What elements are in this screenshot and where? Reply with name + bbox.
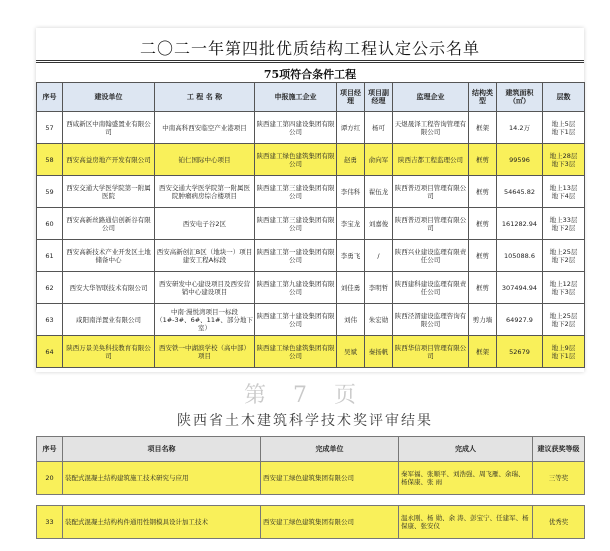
cell-area: 64927.9 xyxy=(497,304,543,336)
header-cell: 完成人 xyxy=(399,437,533,462)
cell-pm: 李勇飞 xyxy=(337,240,365,272)
cell-supervisor: 天煜晟泽工程咨询管理有限公司 xyxy=(393,112,469,144)
cell-structure: 框剪 xyxy=(469,176,497,208)
title-divider xyxy=(36,60,584,61)
cell-no: 57 xyxy=(37,112,63,144)
cell-name: 中南高科西安临空产业港项目 xyxy=(155,112,255,144)
cell-name: 装配式混凝土结构建筑施工技术研究与应用 xyxy=(63,462,261,495)
cell-floors: 地上25层 地下2层 xyxy=(543,304,585,336)
cell-floors: 地上5层 地下1层 xyxy=(543,112,585,144)
cell-supervisor: 陕西普迈项目管理有限公司 xyxy=(393,208,469,240)
cell-area: 99596 xyxy=(497,144,543,176)
cell-floors: 地上13层 地下4层 xyxy=(543,176,585,208)
header-cell: 项目名称 xyxy=(63,437,261,462)
cell-owner: 西安大华智联技术有限公司 xyxy=(63,272,155,304)
cell-structure: 框架 xyxy=(469,336,497,368)
table-row xyxy=(37,462,585,495)
cell-floors: 地上28层 地下3层 xyxy=(543,144,585,176)
cell-supervisor: 陕西兴业建设监理有限责任公司 xyxy=(393,240,469,272)
document-subtitle: 75项符合条件工程 xyxy=(263,68,357,81)
cell-contractor: 陕西建工第三建设集团有限公司 xyxy=(255,176,337,208)
header-cell: 项目经理 xyxy=(337,83,365,112)
table-row xyxy=(37,144,585,176)
award-results-table xyxy=(36,436,585,539)
spacer-cell xyxy=(37,495,585,506)
cell-unit: 西安建工绿色建筑集团有限公司 xyxy=(261,506,399,539)
cell-contractor: 陕西建工绿色建筑集团有限公司 xyxy=(255,336,337,368)
cell-pm: 吴斌 xyxy=(337,336,365,368)
cell-owner: 西安高新丝路通信创新谷有限公司 xyxy=(63,208,155,240)
cell-owner: 咸阳南洋置业有限公司 xyxy=(63,304,155,336)
cell-no: 33 xyxy=(37,506,63,539)
certification-document-page xyxy=(36,28,584,372)
cell-contractor: 陕西建工第一建设集团有限公司 xyxy=(255,240,337,272)
table-row xyxy=(37,506,585,539)
cell-deputy: 李明哲 xyxy=(365,272,393,304)
cell-deputy: 俞向军 xyxy=(365,144,393,176)
cell-deputy: 朱宏勋 xyxy=(365,304,393,336)
cell-name: 装配式混凝土结构构件通用性钢模具设计加工技术 xyxy=(63,506,261,539)
cell-area: 54645.82 xyxy=(497,176,543,208)
cell-pm: 谭方红 xyxy=(337,112,365,144)
cell-deputy: 杨可 xyxy=(365,112,393,144)
page-number-watermark: 第 7 页 xyxy=(244,383,366,408)
cell-area: 105088.6 xyxy=(497,240,543,272)
header-cell: 项目副经理 xyxy=(365,83,393,112)
cell-deputy: 刘嘉俊 xyxy=(365,208,393,240)
header-cell: 序号 xyxy=(37,83,63,112)
cell-supervisor: 陕西华信项目管理有限公司 xyxy=(393,336,469,368)
header-cell: 层数 xyxy=(543,83,585,112)
cell-level: 优秀奖 xyxy=(533,506,585,539)
cell-contractor: 陕西建工第四建设集团有限公司 xyxy=(255,112,337,144)
cell-name: 西安交通大学医学院第一附属医院肿瘤病房综合楼项目 xyxy=(155,176,255,208)
table-row xyxy=(37,112,585,144)
cell-owner: 西安交通大学医学院第一附属医院 xyxy=(63,176,155,208)
cell-name: 西安电子谷2区 xyxy=(155,208,255,240)
cell-area: 14.2万 xyxy=(497,112,543,144)
cell-structure: 剪力墙 xyxy=(469,304,497,336)
cell-no: 62 xyxy=(37,272,63,304)
header-cell: 申报施工企业 xyxy=(255,83,337,112)
cell-supervisor: 陕西建科建设监理有限责任公司 xyxy=(393,272,469,304)
certification-table xyxy=(36,82,585,368)
table-row xyxy=(37,240,585,272)
cell-floors: 地上12层 地下3层 xyxy=(543,272,585,304)
cell-no: 63 xyxy=(37,304,63,336)
table-header-row xyxy=(37,437,585,462)
cell-level: 三等奖 xyxy=(533,462,585,495)
header-cell: 序号 xyxy=(37,437,63,462)
cell-name: 西安研发中心建设项目及西安营销中心建设项目 xyxy=(155,272,255,304)
cell-contractor: 陕西建工第十建设集团有限公司 xyxy=(255,304,337,336)
cell-no: 58 xyxy=(37,144,63,176)
cell-pm: 李伟科 xyxy=(337,176,365,208)
cell-floors: 地上25层 地下2层 xyxy=(543,240,585,272)
cell-floors: 地上9层 地下1层 xyxy=(543,336,585,368)
header-cell: 工 程 名 称 xyxy=(155,83,255,112)
cell-owner: 陕西万景美奂科技教育有限公司 xyxy=(63,336,155,368)
cell-owner: 西安高新技术产业开发区土地储备中心 xyxy=(63,240,155,272)
header-cell: 建筑面积（㎡） xyxy=(497,83,543,112)
title-divider-double xyxy=(36,62,584,63)
cell-no: 64 xyxy=(37,336,63,368)
cell-pm: 刘佳勇 xyxy=(337,272,365,304)
cell-structure: 框剪 xyxy=(469,208,497,240)
cell-supervisor: 陕西吉都工程监理公司 xyxy=(393,144,469,176)
cell-people: 秦军福、张顺平、刘浩强、周飞雁、余瑞、杨保康、张 雨 xyxy=(399,462,533,495)
cell-deputy: / xyxy=(365,240,393,272)
table-row xyxy=(37,272,585,304)
award-results-title: 陕西省土木建筑科学技术奖评审结果 xyxy=(177,413,433,429)
document-title: 二〇二一年第四批优质结构工程认定公示名单 xyxy=(139,39,480,58)
cell-contractor: 陕西建工第九建设集团有限公司 xyxy=(255,272,337,304)
cell-no: 59 xyxy=(37,176,63,208)
cell-structure: 框剪 xyxy=(469,272,497,304)
cell-supervisor: 陕西泾渭建设监理咨询有限公司 xyxy=(393,304,469,336)
cell-pm: 刘伟 xyxy=(337,304,365,336)
cell-name: 西安铁一中湖滨学校（高中部）项目 xyxy=(155,336,255,368)
table-row xyxy=(37,304,585,336)
cell-no: 61 xyxy=(37,240,63,272)
cell-name: 中南·漫悦湾项目一标段（1#-3#、6#、11#、部分地下室） xyxy=(155,304,255,336)
cell-structure: 框剪 xyxy=(469,144,497,176)
cell-supervisor: 陕西普迈项目管理有限公司 xyxy=(393,176,469,208)
cell-no: 60 xyxy=(37,208,63,240)
cell-contractor: 陕西建工绿色建筑集团有限公司 xyxy=(255,144,337,176)
cell-structure: 框剪 xyxy=(469,240,497,272)
cell-name: 铂仁国际中心项目 xyxy=(155,144,255,176)
cell-no: 20 xyxy=(37,462,63,495)
cell-area: 161282.94 xyxy=(497,208,543,240)
cell-pm: 赵勇 xyxy=(337,144,365,176)
table-row xyxy=(37,208,585,240)
cell-people: 温永刚、杨 勋、余 涛、彭宝宁、任建军、杨保康、张安仪 xyxy=(399,506,533,539)
row-spacer xyxy=(37,495,585,506)
cell-pm: 李宝龙 xyxy=(337,208,365,240)
cell-unit: 西安建工绿色建筑集团有限公司 xyxy=(261,462,399,495)
header-cell: 建设单位 xyxy=(63,83,155,112)
cell-owner: 西安高益房地产开发有限公司 xyxy=(63,144,155,176)
cell-structure: 框架 xyxy=(469,112,497,144)
header-cell: 建议获奖等级 xyxy=(533,437,585,462)
header-cell: 完成单位 xyxy=(261,437,399,462)
header-cell: 监理企业 xyxy=(393,83,469,112)
table-header-row xyxy=(37,83,585,112)
cell-area: 52679 xyxy=(497,336,543,368)
cell-name: 西安高新创汇B区（地块一）项目建安工程A标段 xyxy=(155,240,255,272)
cell-deputy: 秦扬帆 xyxy=(365,336,393,368)
cell-owner: 西咸新区中南翰盛置业有限公司 xyxy=(63,112,155,144)
cell-area: 307494.94 xyxy=(497,272,543,304)
cell-contractor: 陕西建工第三建设集团有限公司 xyxy=(255,208,337,240)
cell-deputy: 翟伍龙 xyxy=(365,176,393,208)
table-row xyxy=(37,176,585,208)
table-row xyxy=(37,336,585,368)
cell-floors: 地上33层 地下2层 xyxy=(543,208,585,240)
header-cell: 结构类型 xyxy=(469,83,497,112)
